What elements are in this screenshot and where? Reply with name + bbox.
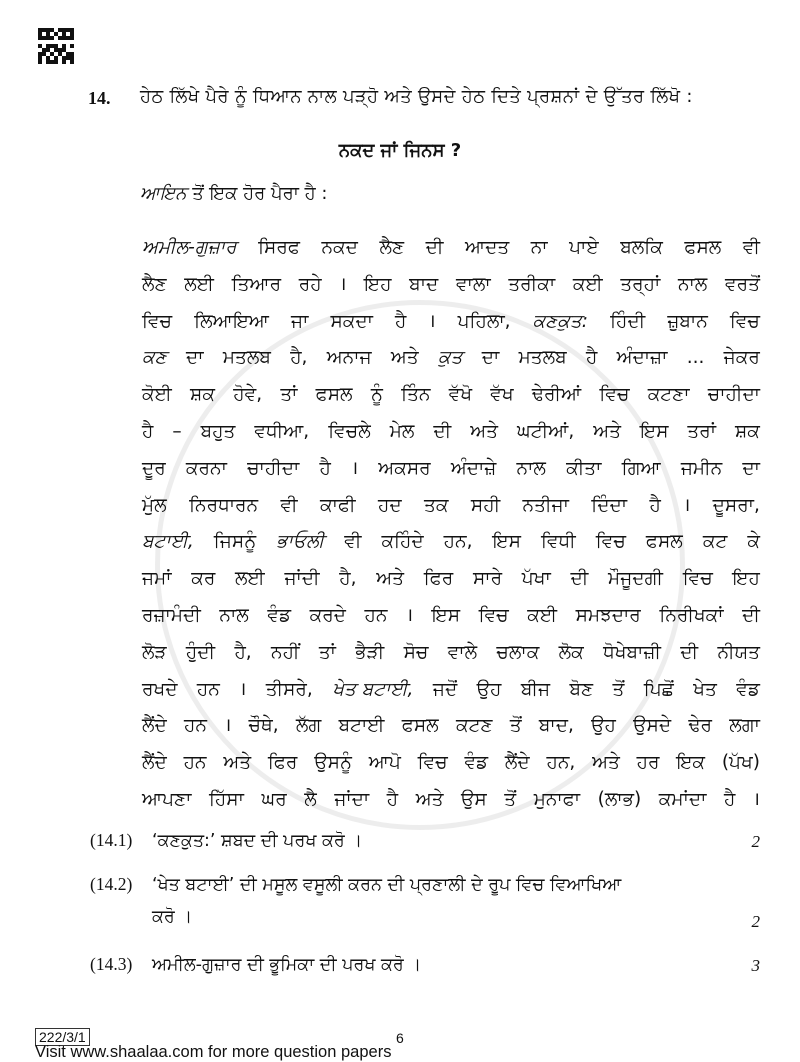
word: ਮੁੱਲ (142, 494, 167, 516)
word: ਕਟ (702, 531, 728, 553)
word: ਅਕਸਰ (378, 457, 431, 479)
word: । (683, 494, 691, 516)
word: ਹਨ (184, 715, 207, 737)
word: ਕਟਣ (455, 715, 493, 737)
word: ਸਹੀ (470, 494, 501, 516)
subquestion-label: (14.1) (90, 830, 133, 850)
italic-term: ਅਮੀਲ-ਗੁਜ਼ਾਰ (142, 237, 237, 258)
word: ਲੋੜ (142, 641, 167, 663)
word: ਵੱਖ (490, 384, 514, 406)
word: ਵਾਲਾ (455, 273, 491, 295)
word: ਗਿਆ (621, 457, 661, 479)
word: ਦੀ (425, 237, 444, 258)
word: ਨਾਲ (516, 457, 546, 479)
word: ਜਮਾਂ (142, 568, 172, 590)
word: ਇਹ (732, 568, 760, 590)
word: । (752, 788, 760, 810)
word: ਰਜ਼ਾਮੰਦੀ (142, 604, 201, 626)
word: ਕੋਈ (142, 384, 172, 406)
word: ਤਰਾਂ (687, 420, 716, 442)
word: ਢੇਰ (688, 715, 712, 737)
word: ਹਨ, (443, 531, 473, 553)
word: ਬਟਾਈ (338, 715, 385, 737)
word: ਵੀ (280, 494, 298, 516)
word: ਅਨਾਜ (326, 347, 372, 369)
word: ਵਿਚ (682, 568, 713, 590)
word: ਪਹਿਲਾ, (457, 310, 511, 332)
word: ਵੰਡ (736, 678, 760, 700)
word: ਧੋਖੇਬਾਜ਼ੀ (603, 641, 661, 663)
word: ਲੈਣ (142, 273, 167, 295)
source-title: ਆਇਨ (140, 183, 187, 204)
word: ਫਿਰ (423, 568, 454, 590)
word: ਵਿਚ (142, 310, 173, 332)
word: ਹੈ (585, 347, 598, 369)
italic-term: ਕਣਕੁਤ: (532, 310, 588, 332)
source-text: ਤੋਂ ਇਕ ਹੋਰ ਪੈਰਾ ਹੈ : (186, 183, 328, 204)
question-instruction: ਹੇਠ ਲਿੱਖੇ ਪੈਰੇ ਨੂੰ ਧਿਆਨ ਨਾਲ ਪੜ੍ਹੋ ਅਤੇ ਉਸਦੇ ਹੇਠ ਦਿਤੇ ਪ੍ਰਸ਼ਨਾਂ ਦੇ ਉੱਤਰ ਲਿੱਖੋ : (140, 86, 693, 107)
word: ਹੈ (723, 788, 736, 810)
word: ਅਤੇ (593, 420, 622, 442)
passage-line (142, 745, 760, 782)
word: ਤੋਂ (612, 678, 625, 700)
word: ਫਸਲ (401, 715, 439, 737)
passage-line (142, 524, 760, 561)
word: ਨਕਦ (321, 237, 358, 258)
word: ਮਤਲਬ (518, 347, 567, 369)
word: ਮੁਨਾਫਾ (533, 788, 581, 810)
word: ਵਧੀਆ, (254, 420, 310, 442)
word: ਜਿਸਨੂੰ (213, 531, 257, 553)
word: ਵਿਚ (595, 531, 626, 553)
word: ਉਹ (476, 678, 502, 700)
word: ਤਾਂ (280, 384, 298, 406)
word: ਪਿਛੋਂ (643, 678, 674, 700)
passage-line (142, 451, 760, 488)
word: ਵਰਤੋਂ (725, 273, 760, 295)
word: ਚੌਥੇ, (248, 715, 279, 737)
question-number: 14. (88, 88, 111, 108)
word: ਚਾਹੀਦਾ (247, 457, 300, 479)
word: ਕੀਤਾ (566, 457, 602, 479)
word: ਨਹੀਂ (271, 641, 300, 663)
word: ਵੀ (344, 531, 362, 553)
word: ਅਤੇ (592, 752, 620, 774)
word: ਆਦਤ (464, 237, 510, 258)
passage-line (142, 672, 760, 709)
word: ਹੋਵੇ, (233, 384, 263, 406)
passage-line (142, 708, 760, 745)
passage-line (142, 635, 760, 672)
word: ਲੋਕ (558, 641, 584, 663)
word: ਹਦ (378, 494, 402, 516)
word: ਬਲਕਿ (620, 237, 663, 258)
word: ਹਰ (636, 752, 660, 774)
word: ਹੈ (649, 494, 661, 516)
word: ਬਾਦ (409, 273, 439, 295)
word: ਹੈ (386, 788, 399, 810)
word: ਲੈਂਦੇ (504, 752, 530, 774)
word: ਤਕ (424, 494, 449, 516)
word: ਮੇਲ (389, 420, 415, 442)
word: ਅਤੇ (390, 347, 419, 369)
word: ਸਿਰਫ (258, 237, 300, 258)
word: ਤੋਂ (509, 715, 522, 737)
word: ਮੌਜੂਦਗੀ (608, 568, 663, 590)
italic-term: ਕਣ (142, 347, 167, 369)
word: ਉਸ (461, 788, 487, 810)
subquestion-text: ‘ਕਣਕੁਤ:’ ਸ਼ਬਦ ਦੀ ਪਰਖ ਕਰੋ । (152, 831, 363, 851)
word: ਦੀ (680, 641, 699, 663)
paper-code: 222/3/1 (35, 1028, 90, 1046)
word: ਫਸਲ (684, 237, 722, 258)
word: । (406, 604, 414, 626)
word: ਨਾਲ (677, 273, 708, 295)
word: ਹਿੰਦੀ (610, 310, 646, 332)
word: ਦੀ (742, 604, 760, 626)
word: ਤਰੀਕਾ (508, 273, 556, 295)
word: ਕਟਣਾ (647, 384, 690, 406)
word: ਇਕ (676, 752, 706, 774)
passage-line (142, 598, 760, 635)
word: ਲੱਗ (295, 715, 322, 737)
word: ਵੰਡ (267, 604, 291, 626)
word: ਹੁੰਦੀ (185, 641, 216, 663)
italic-term: ਖੇਤ ਬਟਾਈ, (332, 678, 414, 700)
word: ਜਾਂਦਾ (334, 788, 370, 810)
word: ਸੋਚ (403, 641, 429, 663)
word: ਅਤੇ (376, 568, 405, 590)
subquestion-label: (14.2) (90, 874, 133, 894)
subquestion-label: (14.3) (90, 954, 133, 974)
word: ਹਿੱਸਾ (208, 788, 244, 810)
passage-line (142, 267, 760, 304)
word: ਫਿਰ (267, 752, 298, 774)
word: ਕਈ (572, 273, 603, 295)
word: ਦੂਸਰਾ, (712, 494, 760, 516)
word: ਜਾਂਦੀ (284, 568, 320, 590)
page-number: 6 (396, 1030, 404, 1046)
word: ਲੈਂਦੇ (142, 752, 167, 774)
word: ਤੋਂ (504, 788, 517, 810)
word: ਕਈ (527, 604, 558, 626)
word: – (172, 420, 182, 442)
word: ਜਦੋਂ (432, 678, 458, 700)
word: ਦਾ (742, 457, 760, 479)
word: ਢੇਰੀਆਂ (531, 384, 582, 406)
passage-line (142, 561, 760, 598)
word: (ਲਾਭ) (597, 788, 642, 810)
word: ਹਨ, (546, 752, 576, 774)
word: ਖੇਤ (693, 678, 717, 700)
word: ਇਸ (431, 604, 461, 626)
passage-line (142, 414, 760, 451)
word: ਵਾਲੇ (447, 641, 478, 663)
word: ਨੀਯਤ (717, 641, 760, 663)
word: ਦੀ (570, 568, 589, 590)
word: । (224, 715, 232, 737)
word: ਹਨ (183, 752, 207, 774)
word: ਆਪੋ (368, 752, 401, 774)
word: ਬੋਣ (569, 678, 594, 700)
word: ਵਿਚਲੇ (328, 420, 371, 442)
word: ਵਿਚ (729, 310, 760, 332)
word: ਹੈ (142, 420, 154, 442)
word: ਘਰ (261, 788, 287, 810)
word: ਵਿਚ (478, 604, 509, 626)
word: ਤਿਆਰ (231, 273, 282, 295)
subquestion-3 (90, 954, 760, 975)
subquestion-text: ‘ਖੇਤ ਬਟਾਈ’ ਦੀ ਮਸੂਲ ਵਸੂਲੀ ਕਰਨ ਦੀ ਪ੍ਰਣਾਲੀ ਦੇ ਰੂਪ ਵਿਚ ਵਿਆਖਿਆ (152, 875, 622, 895)
word: ਬਾਦ, (538, 715, 574, 737)
word: ਹਨ (196, 678, 220, 700)
word: ਹੈ (319, 457, 331, 479)
subquestion-2 (90, 874, 760, 931)
word: ... (686, 347, 705, 369)
word: । (239, 678, 247, 700)
passage-line (142, 377, 760, 414)
passage (142, 230, 760, 819)
word: ਉਹ (591, 715, 616, 737)
word: ਲਈ (235, 568, 265, 590)
word: ਸਕਦਾ (330, 310, 373, 332)
subquestion-text: ਅਮੀਲ-ਗੁਜ਼ਾਰ ਦੀ ਭੂਮਿਕਾ ਦੀ ਪਰਖ ਕਰੋ । (152, 955, 422, 975)
word: ਹੈ, (290, 347, 308, 369)
word: ਨਿਰਧਾਰਨ (189, 494, 259, 516)
qr-code (38, 28, 74, 64)
word: ਦਾ (481, 347, 500, 369)
word: (ਪੱਖ) (721, 752, 760, 774)
word: ਦਾ (185, 347, 204, 369)
word: ਨਾਲ (219, 604, 249, 626)
word: ਘਟੀਆਂ, (516, 420, 575, 442)
marks: 2 (751, 832, 760, 851)
passage-line (142, 488, 760, 525)
word: ਵੰਡ (464, 752, 489, 774)
italic-term: ਬਟਾਈ, (142, 531, 194, 553)
word: ਲੈਂਦੇ (142, 715, 167, 737)
word: ਹੈ, (339, 568, 357, 590)
word: ਵੀ (742, 237, 760, 258)
word: ਰਖਦੇ (142, 678, 178, 700)
word: ਦੀ (433, 420, 452, 442)
word: ਨਿਰੀਖਕਾਂ (659, 604, 724, 626)
word: ਕੇ (747, 531, 760, 553)
word: ਵਿਧੀ (540, 531, 576, 553)
marks: 3 (751, 956, 760, 975)
word: ਅੰਦਾਜ਼ਾ (616, 347, 668, 369)
word: ਦਿੰਦਾ (591, 494, 628, 516)
passage-line (142, 340, 760, 377)
passage-line (142, 782, 760, 819)
word: । (428, 310, 436, 332)
word: ਕਹਿੰਦੇ (381, 531, 424, 553)
word: ਕਰਨਾ (185, 457, 227, 479)
word: ਭੈੜੀ (355, 641, 385, 663)
word: ਵੱਖੋ (448, 384, 473, 406)
italic-term: ਕੁਤ (437, 347, 463, 369)
word: ਜ਼ੁਬਾਨ (667, 310, 708, 332)
word: ਕਮਾਂਦਾ (658, 788, 707, 810)
word: ਅਤੇ (415, 788, 444, 810)
word: ਵਿਚ (599, 384, 630, 406)
word: ਕਰਦੇ (309, 604, 346, 626)
passage-line (142, 230, 760, 267)
word: ਕਾਫੀ (320, 494, 356, 516)
word: ਫਸਲ (645, 531, 683, 553)
word: ਨਤੀਜਾ (522, 494, 569, 516)
word: ਤਿੰਨ (401, 384, 431, 406)
word: ਦੂਰ (142, 457, 166, 479)
italic-term: ਭਾਓਲੀ (276, 531, 325, 553)
word: ਤਾਂ (318, 641, 336, 663)
word: ਬੀਜ (520, 678, 551, 700)
word: ਕਰ (191, 568, 216, 590)
word: ਚਲਾਕ (496, 641, 540, 663)
word: ਬਹੁਤ (200, 420, 236, 442)
passage-heading: ਨਕਦ ਜਾਂ ਜਿਨਸ ? (338, 140, 462, 161)
word: ਇਸ (492, 531, 521, 553)
word: ਵਿਚ (417, 752, 448, 774)
word: । (351, 457, 359, 479)
word: ਸਾਰੇ (472, 568, 503, 590)
word: ਉਸਨੂੰ (314, 752, 352, 774)
word: ਅਤੇ (470, 420, 498, 442)
word: ਇਸ (640, 420, 669, 442)
word: ਹੈ (395, 310, 407, 332)
word: ਜਮੀਨ (680, 457, 723, 479)
passage-line (142, 304, 760, 341)
word: ਅੰਦਾਜ਼ੇ (450, 457, 497, 479)
word: ਤੀਸਰੇ, (265, 678, 313, 700)
word: ਮਤਲਬ (222, 347, 271, 369)
word: ਲਈ (184, 273, 214, 295)
visit-link[interactable]: Visit www.shaalaa.com for more question papers (35, 1043, 392, 1061)
word: ਨਾ (530, 237, 548, 258)
word: ਰਹੇ (298, 273, 322, 295)
word: ਚਾਹੀਦਾ (707, 384, 760, 406)
word: ਅਤੇ (223, 752, 252, 774)
passage-source (140, 183, 328, 204)
subquestion-text-cont: ਕਰੋ । (152, 907, 193, 927)
word: ਇਹ (364, 273, 392, 295)
word: ਲੈ (304, 788, 317, 810)
word: ਲੈਣ (379, 237, 405, 258)
word: ਜੇਕਰ (723, 347, 760, 369)
word: ਸ਼ਕ (734, 420, 760, 442)
word: ਆਪਣਾ (142, 788, 192, 810)
word: ਲਗਾ (729, 715, 760, 737)
word: ਲਿਆਇਆ (194, 310, 269, 332)
word: ਪਾਏ (569, 237, 599, 258)
subquestion-1 (90, 830, 760, 851)
word: ਹੈ, (234, 641, 252, 663)
word: ਨੂੰ (370, 384, 383, 406)
word: । (339, 273, 347, 295)
word: ਸ਼ਕ (190, 384, 215, 406)
word: ਉਸਦੇ (633, 715, 672, 737)
word: ਹਨ (364, 604, 388, 626)
marks: 2 (751, 912, 760, 931)
word: ਸਮਝਦਾਰ (575, 604, 641, 626)
word: ਜਾ (291, 310, 309, 332)
word: ਪੱਖਾ (521, 568, 551, 590)
word: ਫਸਲ (315, 384, 353, 406)
word: ਤਰ੍ਹਾਂ (620, 273, 661, 295)
